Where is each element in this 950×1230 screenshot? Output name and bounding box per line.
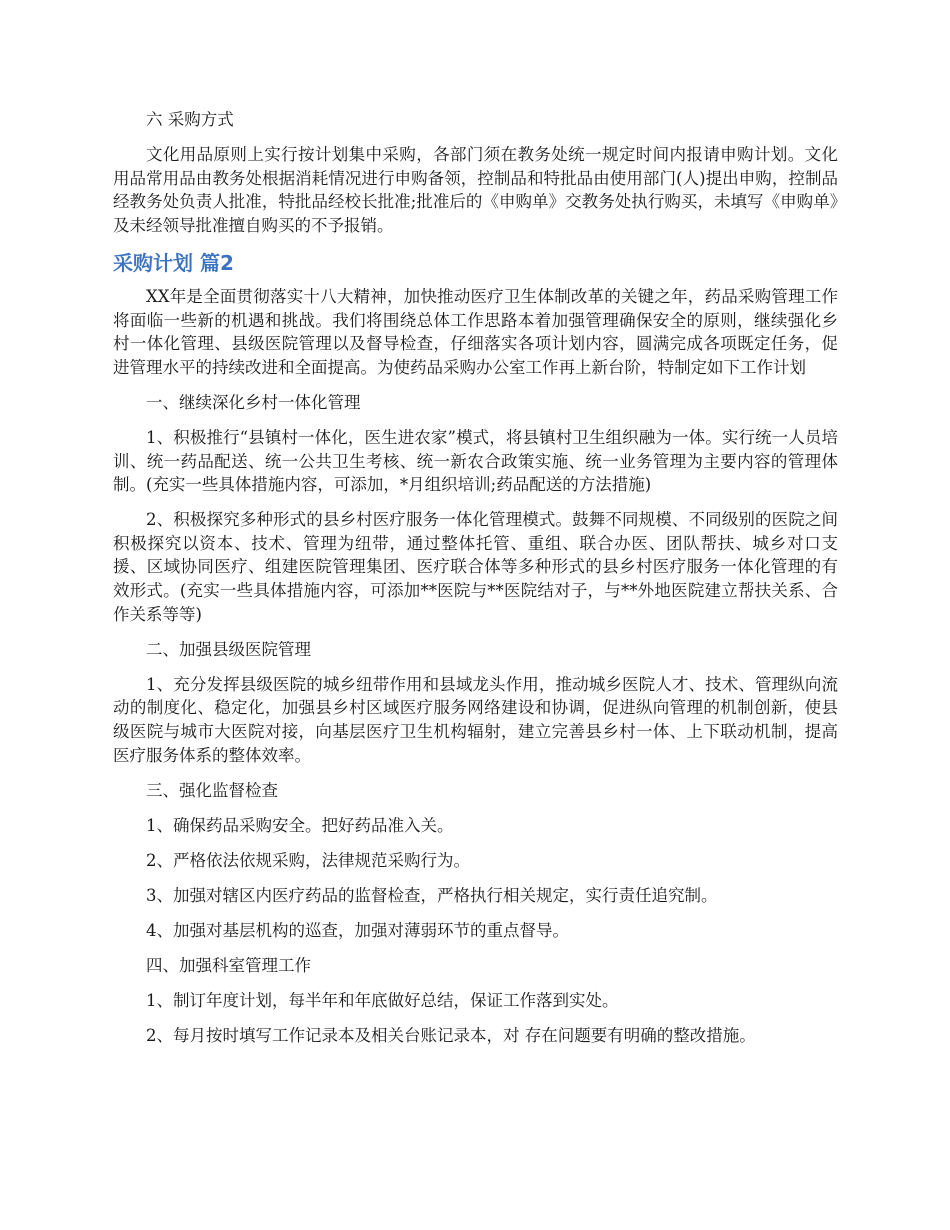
- paragraph: 1、充分发挥县级医院的城乡纽带作用和县域龙头作用，推动城乡医院人才、技术、管理纵向流动的制度化、稳定化，加强县乡村区域医疗服务网络建设和协调，促进纵向管理的机制创新，使县级医院与城市大医院对接，向基层医疗卫生机构辐射，建立完善县乡村一体、上下联动机制，提高医疗服务体系的整体效率。: [113, 674, 838, 765]
- article-title: 采购计划 篇2: [113, 250, 234, 275]
- list-item: 1、制订年度计划，每半年和年底做好总结，保证工作落到实处。: [146, 991, 619, 1011]
- section-heading: 一、继续深化乡村一体化管理: [146, 392, 361, 412]
- section-heading: 二、加强县级医院管理: [146, 639, 311, 659]
- intro-paragraph: XX年是全面贯彻落实十八大精神，加快推动医疗卫生体制改革的关键之年，药品采购管理工作将面临一些新的机遇和挑战。我们将围绕总体工作思路本着加强管理确保安全的原则，继续强化乡村一体化管理、县级医院管理以及督导检查，仔细落实各项计划内容，圆满完成各项既定任务，促进管理水平的持续改进和全面提高。为使药品采购办公室工作再上新台阶，特制定如下工作计划: [113, 286, 838, 377]
- section-heading: 三、强化监督检查: [146, 780, 278, 800]
- section-heading-procurement-method: 六 采购方式: [146, 110, 234, 129]
- list-item: 4、加强对基层机构的巡查，加强对薄弱环节的重点督导。: [146, 921, 569, 941]
- paragraph: 文化用品原则上实行按计划集中采购，各部门须在教务处统一规定时间内报请申购计划。文化用品常用品由教务处根据消耗情况进行申购备领，控制品和特批品由使用部门(人)提出申购，控制品经教务处负责人批准，特批品经校长批准;批准后的《申购单》交教务处执行购买，未填写《申购单》及未经领导批准擅自购买的不予报销。: [113, 145, 838, 235]
- list-item: 1、确保药品采购安全。把好药品准入关。: [146, 815, 454, 835]
- section-heading: 四、加强科室管理工作: [146, 956, 311, 976]
- list-item: 3、加强对辖区内医疗药品的监督检查，严格执行相关规定，实行责任追究制。: [146, 885, 718, 905]
- paragraph: 1、积极推行“县镇村一体化，医生进农家”模式，将县镇村卫生组织融为一体。实行统一人员培训、统一药品配送、统一公共卫生考核、统一新农合政策实施、统一业务管理为主要内容的管理体制。(充实一些具体措施内容，可添加，*月组织培训;药品配送的方法措施): [113, 427, 838, 495]
- document-page: [113, 108, 838, 1059]
- paragraph: 2、积极探究多种形式的县乡村医疗服务一体化管理模式。鼓舞不同规模、不同级别的医院之间积极探究以资本、技术、管理为纽带，通过整体托管、重组、联合办医、团队帮扶、城乡对口支援、区域协同医疗、组建医院管理集团、医疗联合体等多种形式的县乡村医疗服务一体化管理的有效形式。(充实一些具体措施内容，可添加**医院与**医院结对子，与**外地医院建立帮扶关系、合作关系等等): [113, 510, 838, 624]
- list-item: 2、严格依法依规采购，法律规范采购行为。: [146, 850, 470, 870]
- list-item: 2、每月按时填写工作记录本及相关台账记录本，对 存在问题要有明确的整改措施。: [146, 1026, 756, 1046]
